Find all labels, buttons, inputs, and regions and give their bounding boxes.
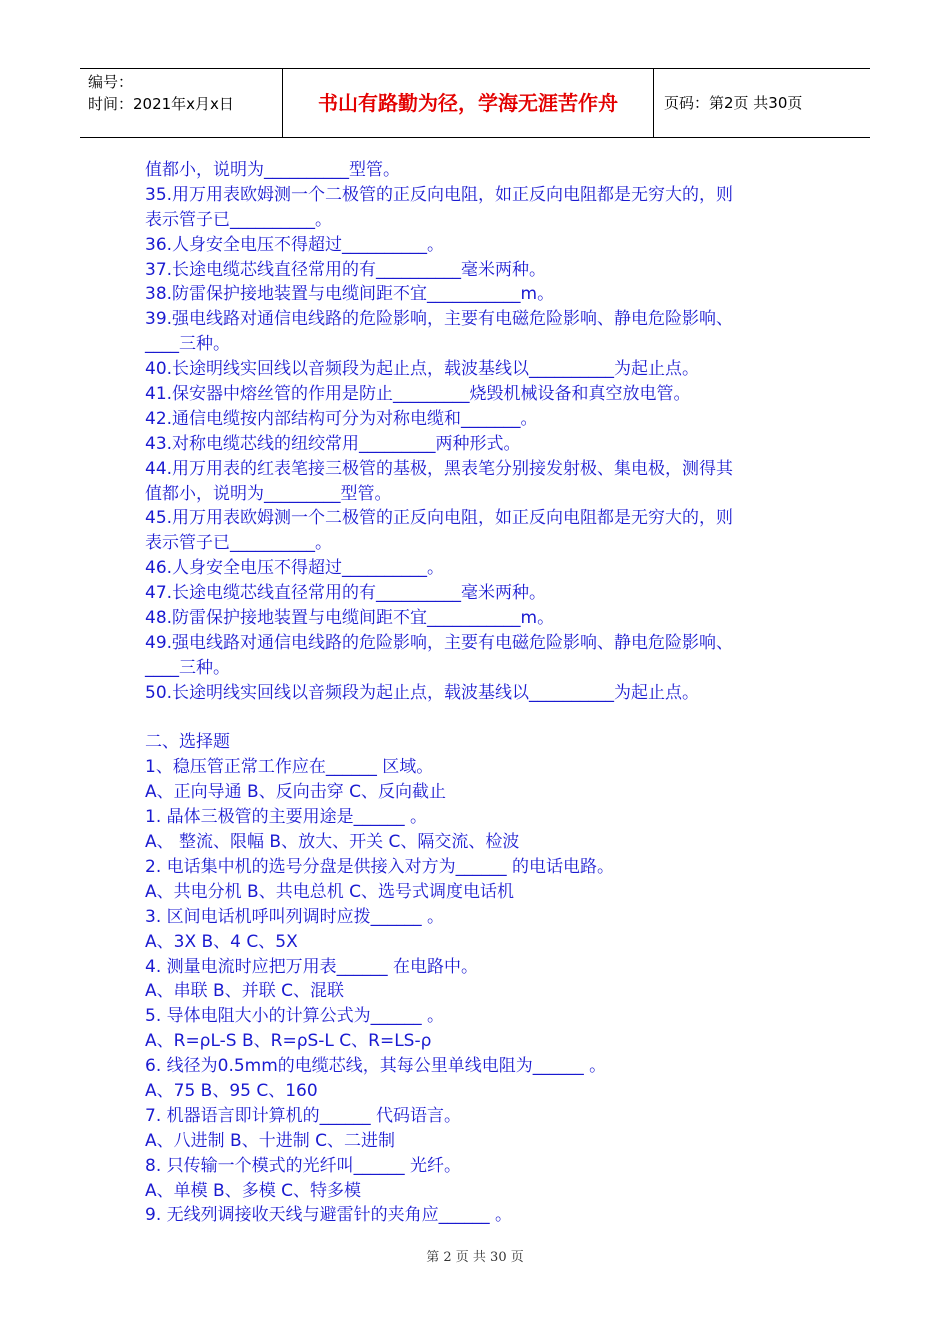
text-line: 37.长途电缆芯线直径常用的有__________毫米两种。: [145, 259, 547, 280]
text-line: A、R=ρL-S B、R=ρS-L C、R=LS-ρ: [145, 1031, 432, 1052]
text-line: 值都小，说明为__________型管。: [145, 160, 400, 180]
text-line: 8. 只传输一个模式的光纤叫______ 光纤。: [145, 1155, 462, 1176]
text-line: 36.人身安全电压不得超过__________。: [145, 234, 445, 255]
text-line: 40.长途明线实回线以音频段为起止点，载波基线以__________为起止点。: [145, 359, 700, 380]
page-header: [80, 68, 870, 138]
text-line: 二、选择题: [145, 732, 230, 753]
text-line: 49.强电线路对通信电线路的危险影响，主要有电磁危险影响、静电危险影响、: [145, 632, 734, 653]
text-line: 3. 区间电话机呼叫列调时应拨______ 。: [145, 906, 445, 927]
text-line: 7. 机器语言即计算机的______ 代码语言。: [145, 1105, 462, 1126]
text-line: A、75 B、95 C、160: [145, 1080, 318, 1101]
header-meta: [80, 69, 282, 137]
text-line: 41.保安器中熔丝管的作用是防止_________烧毁机械设备和真空放电管。: [145, 384, 691, 405]
text-line: 39.强电线路对通信电线路的危险影响，主要有电磁危险影响、静电危险影响、: [145, 309, 734, 330]
blank-line: [145, 706, 825, 731]
page-footer: 第 2 页 共 30 页: [426, 1250, 524, 1265]
text-line: 表示管子已__________。: [145, 209, 332, 230]
text-line: A、共电分机 B、共电总机 C、选号式调度电话机: [145, 881, 514, 902]
text-line: 44.用万用表的红表笔接三极管的基极，黑表笔分别接发射极、集电极，测得其: [145, 458, 734, 479]
text-line: ____三种。: [145, 657, 230, 678]
text-line: 5. 导体电阻大小的计算公式为______ 。: [145, 1006, 445, 1027]
text-line: 46.人身安全电压不得超过__________。: [145, 558, 445, 579]
header-page-info: 页码：第2页 共30页: [664, 94, 803, 112]
text-line: 4. 测量电流时应把万用表______ 在电路中。: [145, 956, 479, 977]
text-line: 38.防雷保护接地装置与电缆间距不宜___________m。: [145, 284, 555, 305]
text-line: 2. 电话集中机的选号分盘是供接入对方为______ 的电话电路。: [145, 856, 615, 877]
text-line: 47.长途电缆芯线直径常用的有__________毫米两种。: [145, 583, 547, 604]
text-line: 48.防雷保护接地装置与电缆间距不宜___________m。: [145, 608, 555, 629]
text-line: 1、稳压管正常工作应在______ 区域。: [145, 757, 434, 778]
text-line: A、 整流、限幅 B、放大、开关 C、隔交流、检波: [145, 832, 520, 853]
text-line: 9. 无线列调接收天线与避雷针的夹角应______ 。: [145, 1205, 513, 1226]
text-line: 表示管子已__________。: [145, 533, 332, 554]
text-line: A、八进制 B、十进制 C、二进制: [145, 1130, 395, 1151]
text-line: A、串联 B、并联 C、混联: [145, 981, 344, 1002]
document-body: [145, 158, 825, 1228]
document-number-label: 编号：: [88, 73, 134, 91]
text-line: 42.通信电缆按内部结构可分为对称电缆和_______。: [145, 408, 538, 429]
text-line: A、3X B、4 C、5X: [145, 931, 298, 952]
text-line: 1. 晶体三极管的主要用途是______ 。: [145, 807, 428, 828]
text-line: 50.长途明线实回线以音频段为起止点，载波基线以__________为起止点。: [145, 682, 700, 703]
text-line: 6. 线径为0.5mm的电缆芯线，其每公里单线电阻为______ 。: [145, 1056, 607, 1077]
text-line: ____三种。: [145, 334, 230, 355]
text-line: 35.用万用表欧姆测一个二极管的正反向电阻，如正反向电阻都是无穷大的，则: [145, 184, 734, 205]
text-line: A、单模 B、多模 C、特多模: [145, 1180, 361, 1201]
text-line: 43.对称电缆芯线的纽绞常用_________两种形式。: [145, 433, 521, 454]
text-line: A、正向导通 B、反向击穿 C、反向截止: [145, 782, 446, 803]
document-date: 时间：2021年x月x日: [88, 95, 234, 113]
header-motto: 书山有路勤为径，学海无涯苦作舟: [282, 69, 654, 137]
text-line: 45.用万用表欧姆测一个二极管的正反向电阻，如正反向电阻都是无穷大的，则: [145, 508, 734, 529]
text-line: 值都小，说明为_________型管。: [145, 483, 392, 504]
